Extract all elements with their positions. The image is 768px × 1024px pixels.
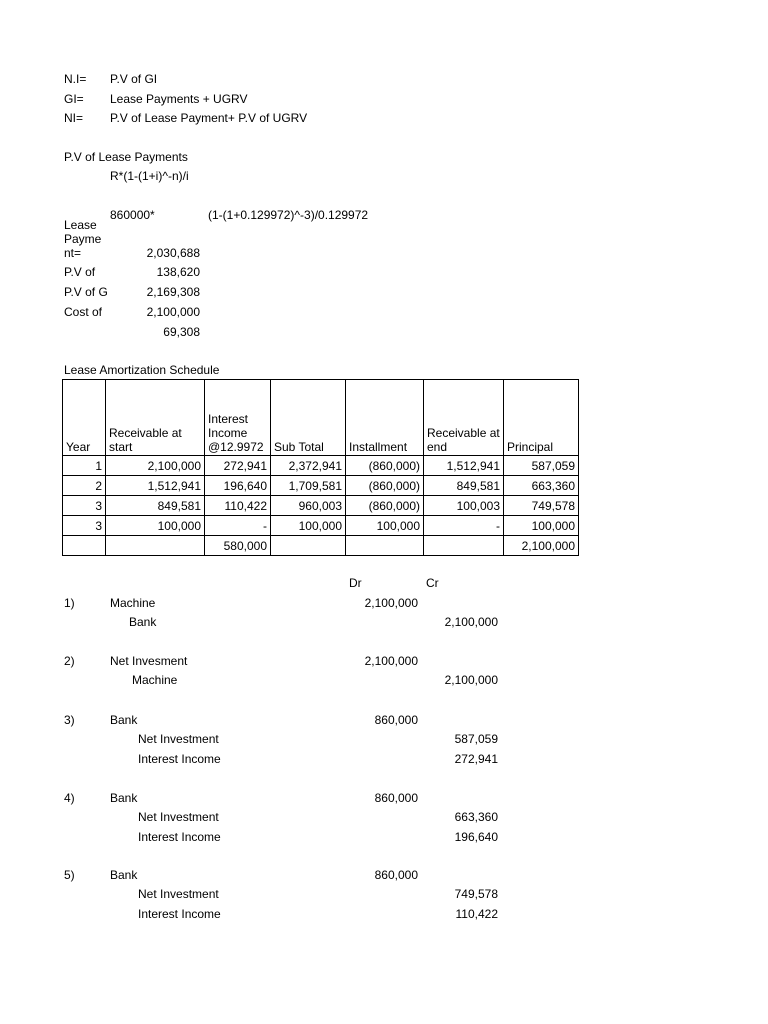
table-cell — [424, 536, 504, 556]
pv-row-label: Cost of — [64, 305, 103, 319]
pv-rate-value: 860000* — [110, 208, 155, 222]
table-header-text: Year — [66, 440, 91, 454]
lease-payment-value: 2,030,688 — [146, 246, 200, 260]
pv-section-title: P.V of Lease Payments — [64, 150, 188, 164]
definition-value-gi: Lease Payments + UGRV — [110, 92, 248, 106]
entry-number: 1) — [64, 596, 75, 610]
credit-account: Interest Income — [138, 830, 221, 844]
credit-amount: 2,100,000 — [444, 615, 498, 629]
table-cell: 1,512,941 — [106, 476, 205, 496]
table-cell: 2 — [63, 476, 106, 496]
definition-label-gi: GI= — [64, 92, 84, 106]
lease-payment-label-3: nt= — [64, 246, 82, 260]
table-header-text: end — [427, 440, 448, 454]
debit-account: Bank — [110, 791, 138, 805]
table-cell: 960,003 — [271, 496, 346, 516]
table-header-row — [63, 380, 579, 456]
table-header-cell — [271, 380, 346, 456]
table-cell: 3 — [63, 496, 106, 516]
table-header-text: Sub Total — [274, 440, 324, 454]
definition-label-ni: N.I= — [64, 72, 87, 86]
table-cell: 587,059 — [504, 456, 579, 476]
table-cell: (860,000) — [346, 456, 424, 476]
table-cell: (860,000) — [346, 476, 424, 496]
table-header-text: Income — [208, 426, 248, 440]
credit-amount: 272,941 — [454, 752, 498, 766]
table-cell: 580,000 — [205, 536, 271, 556]
credit-amount: 2,100,000 — [444, 673, 498, 687]
table-header-text: Receivable at — [427, 426, 500, 440]
debit-header: Dr — [349, 576, 362, 590]
table-header-text: Installment — [349, 440, 408, 454]
credit-amount: 196,640 — [454, 830, 498, 844]
table-cell: 1,709,581 — [271, 476, 346, 496]
table-cell: 100,000 — [106, 516, 205, 536]
credit-account: Net Investment — [138, 732, 219, 746]
debit-account: Bank — [110, 713, 138, 727]
pv-formula: R*(1-(1+i)^-n)/i — [110, 169, 189, 183]
definition-value-ni2: P.V of Lease Payment+ P.V of UGRV — [110, 111, 308, 125]
debit-account: Bank — [110, 868, 138, 882]
lease-payment-label-1: Lease — [64, 218, 97, 232]
debit-amount: 860,000 — [374, 713, 418, 727]
table-cell: 2,100,000 — [106, 456, 205, 476]
table-cell: 2,100,000 — [504, 536, 579, 556]
debit-account: Machine — [110, 596, 156, 610]
entry-number: 3) — [64, 713, 75, 727]
pv-row-value: 2,169,308 — [146, 285, 200, 299]
table-cell: 100,000 — [504, 516, 579, 536]
credit-account: Net Investment — [138, 887, 219, 901]
credit-amount: 110,422 — [455, 907, 498, 921]
amortization-table — [62, 379, 579, 556]
credit-amount: 587,059 — [454, 732, 498, 746]
table-cell — [106, 536, 205, 556]
table-cell: - — [424, 516, 504, 536]
table-cell: - — [205, 516, 271, 536]
table-header-cell — [346, 380, 424, 456]
table-cell: (860,000) — [346, 496, 424, 516]
table-cell: 749,578 — [504, 496, 579, 516]
table-cell: 849,581 — [106, 496, 205, 516]
credit-amount: 749,578 — [454, 887, 498, 901]
debit-amount: 860,000 — [374, 791, 418, 805]
table-cell — [346, 536, 424, 556]
pv-row-value: 138,620 — [156, 265, 200, 279]
credit-account: Machine — [132, 673, 178, 687]
table-header-text: start — [109, 440, 133, 454]
table-header-text: @12.9972 — [208, 440, 264, 454]
table-header-cell — [504, 380, 579, 456]
schedule-title: Lease Amortization Schedule — [64, 363, 220, 377]
credit-account: Bank — [129, 615, 157, 629]
table-header-text: Principal — [507, 440, 554, 454]
table-header-text: Interest — [208, 412, 249, 426]
table-cell: 110,422 — [205, 496, 271, 516]
table-row — [63, 456, 579, 476]
credit-account: Interest Income — [138, 907, 221, 921]
table-cell: 1 — [63, 456, 106, 476]
table-cell — [271, 536, 346, 556]
entry-number: 2) — [64, 654, 75, 668]
pv-row-label: P.V of G — [64, 285, 108, 299]
pv-row-value: 2,100,000 — [146, 305, 200, 319]
table-cell: 849,581 — [424, 476, 504, 496]
table-header-cell — [205, 380, 271, 456]
table-header-text: Receivable at — [109, 426, 182, 440]
entry-number: 5) — [64, 868, 75, 882]
table-cell: 196,640 — [205, 476, 271, 496]
debit-amount: 860,000 — [374, 868, 418, 882]
table-cell — [63, 536, 106, 556]
table-cell: 100,000 — [271, 516, 346, 536]
table-row — [63, 476, 579, 496]
table-row — [63, 496, 579, 516]
definition-value-ni: P.V of GI — [110, 72, 158, 86]
table-cell: 100,003 — [424, 496, 504, 516]
pv-rate-formula: (1-(1+0.129972)^-3)/0.129972 — [208, 208, 369, 222]
table-cell: 272,941 — [205, 456, 271, 476]
credit-account: Net Investment — [138, 810, 219, 824]
credit-header: Cr — [426, 576, 439, 590]
credit-account: Interest Income — [138, 752, 221, 766]
table-cell: 1,512,941 — [424, 456, 504, 476]
table-cell: 3 — [63, 516, 106, 536]
pv-row-label: P.V of — [64, 265, 96, 279]
table-header-cell — [63, 380, 106, 456]
pv-row-value: 69,308 — [163, 325, 200, 339]
table-header-cell — [106, 380, 205, 456]
table-row — [63, 536, 579, 556]
lease-payment-label-2: Payme — [64, 232, 102, 246]
definition-label-ni2: NI= — [64, 111, 84, 125]
table-cell: 100,000 — [346, 516, 424, 536]
entry-number: 4) — [64, 791, 75, 805]
table-cell: 663,360 — [504, 476, 579, 496]
credit-amount: 663,360 — [454, 810, 498, 824]
table-cell: 2,372,941 — [271, 456, 346, 476]
debit-amount: 2,100,000 — [364, 596, 418, 610]
table-row — [63, 516, 579, 536]
debit-amount: 2,100,000 — [364, 654, 418, 668]
debit-account: Net Invesment — [110, 654, 188, 668]
table-header-cell — [424, 380, 504, 456]
